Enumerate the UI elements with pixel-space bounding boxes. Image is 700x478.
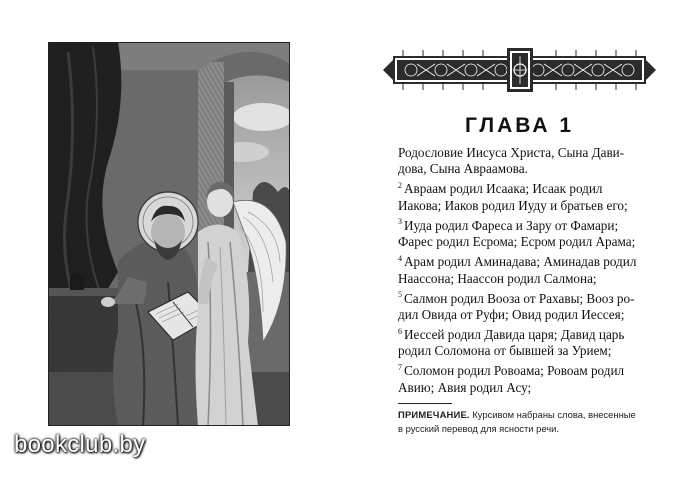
verse-text: Салмон родил Вооза от Рахавы; Вооз ро- bbox=[404, 290, 635, 306]
verse-text: дова, Сына Авраамова. bbox=[398, 161, 528, 177]
footnote-text-line-1: Курсивом набраны слова, внесенные bbox=[469, 409, 636, 420]
ornamental-header-band bbox=[383, 44, 656, 96]
verse-line bbox=[398, 291, 660, 307]
verse-paragraph bbox=[398, 363, 660, 396]
verse-paragraph bbox=[398, 254, 660, 287]
verse-line bbox=[398, 234, 660, 250]
verse-number: 4 bbox=[398, 253, 402, 263]
verse-line bbox=[398, 198, 660, 214]
verse-line bbox=[398, 343, 660, 359]
verse-text: Соломон родил Ровоама; Ровоам родил bbox=[404, 363, 625, 379]
watermark-logo: bookclub.by bbox=[14, 431, 146, 458]
verse-paragraph bbox=[398, 145, 660, 178]
verse-number: 2 bbox=[398, 181, 402, 191]
verse-text: Иуда родил Фареса и Зару от Фамари; bbox=[404, 217, 619, 233]
verse-line bbox=[398, 327, 660, 343]
verse-line bbox=[398, 218, 660, 234]
verse-text: Иакова; Иаков родил Иуду и братьев его; bbox=[398, 197, 628, 213]
verse-line bbox=[398, 307, 660, 323]
verse-text: Авраам родил Исаака; Исаак родил bbox=[404, 181, 603, 197]
verse-text: Арам родил Аминадава; Аминадав родил bbox=[404, 254, 637, 270]
verse-number: 5 bbox=[398, 290, 402, 300]
verse-text: Родословие Иисуса Христа, Сына Дави- bbox=[398, 145, 625, 160]
verse-text: дил Овида от Руфи; Овид родил Иессея; bbox=[398, 307, 625, 323]
evangelist-angel-engraving bbox=[48, 42, 290, 426]
verse-line bbox=[398, 181, 660, 197]
verse-paragraph bbox=[398, 181, 660, 214]
verse-text: Иессей родил Давида царя; Давид царь bbox=[404, 327, 625, 343]
verse-line bbox=[398, 145, 660, 161]
verse-line bbox=[398, 271, 660, 287]
ornament-graphic bbox=[383, 44, 656, 96]
engraving-illustration bbox=[48, 42, 290, 426]
verse-number: 6 bbox=[398, 326, 402, 336]
verse-number: 3 bbox=[398, 217, 402, 227]
footnote bbox=[398, 408, 660, 435]
verse-line bbox=[398, 380, 660, 396]
verse-paragraph bbox=[398, 291, 660, 324]
footnote-rule bbox=[398, 403, 452, 404]
verse-text: Наассона; Наассон родил Салмона; bbox=[398, 270, 597, 286]
verse-number: 7 bbox=[398, 363, 402, 373]
footnote-text-line-2: в русский перевод для ясности речи. bbox=[398, 422, 559, 434]
verse-paragraph bbox=[398, 218, 660, 251]
verse-line bbox=[398, 254, 660, 270]
chapter-title: ГЛАВА 1 bbox=[464, 114, 575, 137]
verse-list bbox=[398, 145, 660, 400]
verse-paragraph bbox=[398, 327, 660, 360]
verse-text: Фарес родил Есрома; Есром родил Арама; bbox=[398, 234, 636, 250]
verse-line bbox=[398, 363, 660, 379]
verse-line bbox=[398, 161, 660, 177]
footnote-label: ПРИМЕЧАНИЕ. bbox=[398, 409, 470, 420]
verse-text: Авию; Авия родил Асу; bbox=[398, 379, 532, 395]
verse-text: родил Соломона от бывшей за Урием; bbox=[398, 343, 612, 359]
